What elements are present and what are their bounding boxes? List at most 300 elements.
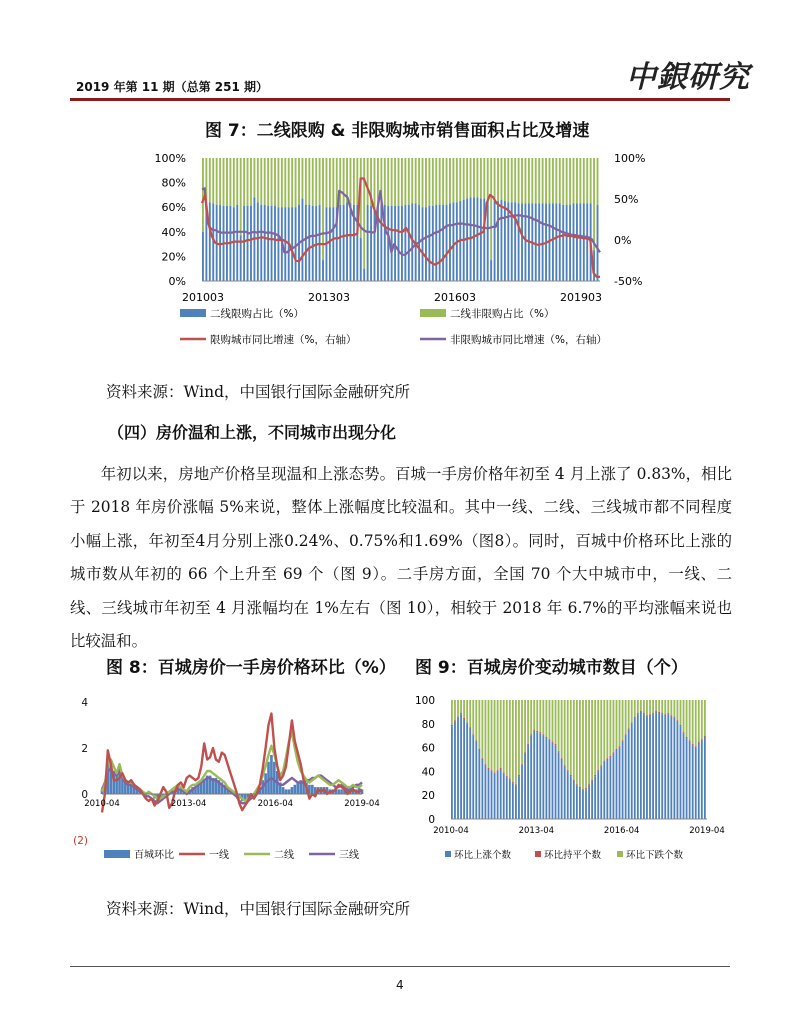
- fig7-nonrestricted-bar: [260, 158, 262, 205]
- fig7-restricted-bar: [277, 207, 279, 281]
- fig9-up-bar: [616, 750, 618, 819]
- fig9-up-bar: [518, 776, 520, 819]
- fig7-nonrestricted-bar: [514, 158, 516, 202]
- fig7-nonrestricted-bar: [216, 158, 218, 205]
- fig7-nonrestricted-bar: [511, 158, 513, 202]
- fig8-baicheng-bar: [127, 785, 130, 794]
- fig9-flat-bar: [631, 723, 633, 724]
- fig9-flat-bar: [664, 714, 666, 715]
- fig9-down-bar: [545, 700, 547, 737]
- fig9-up-bar: [549, 740, 551, 819]
- fig9-up-bar: [600, 767, 602, 819]
- fig9-flat-bar: [463, 718, 465, 719]
- fig9-up-bar: [606, 760, 608, 820]
- fig9-up-bar: [634, 718, 636, 819]
- fig7-nonrestricted-bar: [312, 158, 314, 206]
- fig8-legend-swatch: [104, 850, 130, 858]
- fig7-restricted-bar: [535, 204, 537, 281]
- fig9-flat-bar: [670, 715, 672, 716]
- fig9-up-bar: [500, 769, 502, 819]
- fig9-up-bar: [573, 781, 575, 819]
- fig9-flat-bar: [530, 735, 532, 736]
- fig9-down-bar: [695, 700, 697, 746]
- fig7-y2-tick: 0%: [614, 234, 632, 247]
- fig8-baicheng-bar: [267, 762, 270, 794]
- fig9-up-bar: [530, 736, 532, 819]
- fig9-down-bar: [457, 700, 459, 717]
- fig9-flat-bar: [603, 761, 605, 762]
- fig9-flat-bar: [552, 742, 554, 743]
- fig7-nonrestricted-bar: [257, 158, 259, 202]
- fig7-restricted-bar: [209, 202, 211, 281]
- fig7-nonrestricted-bar: [531, 158, 533, 204]
- fig7-restricted-bar: [380, 205, 382, 281]
- fig9-flat-bar: [509, 779, 511, 780]
- fig9-legend-label: 环比下跌个数: [626, 850, 684, 861]
- fig9-up-bar: [579, 788, 581, 819]
- fig7-nonrestricted-bar: [504, 158, 506, 201]
- fig9-legend-label: 环比持平个数: [544, 850, 602, 861]
- fig9-flat-bar: [472, 735, 474, 736]
- fig9-flat-bar: [518, 775, 520, 776]
- fig7-nonrestricted-bar: [281, 158, 283, 207]
- fig7-restricted-bar: [559, 204, 561, 281]
- fig9-y-tick: 0: [428, 814, 435, 826]
- fig7-nonrestricted-bar: [401, 158, 403, 206]
- fig9-flat-bar: [521, 764, 523, 765]
- fig7-nonrestricted-bar: [473, 158, 475, 197]
- fig9-flat-bar: [686, 737, 688, 738]
- fig7-source: 资料来源：Wind，中国银行国际金融研究所: [106, 383, 411, 401]
- fig9-down-bar: [698, 700, 700, 742]
- fig7-nonrestricted-bar: [555, 158, 557, 204]
- fig7-chart: [150, 145, 710, 360]
- fig9-up-bar: [454, 721, 456, 819]
- fig7-nonrestricted-bar: [456, 158, 458, 202]
- fig9-up-bar: [512, 783, 514, 819]
- fig7-nonrestricted-bar: [394, 158, 396, 206]
- section-heading: （四）房价温和上涨，不同城市出现分化: [108, 423, 397, 442]
- fig8-x-tick: 2016-04: [257, 799, 294, 809]
- fig9-x-tick: 2016-04: [603, 826, 640, 836]
- fig9-down-bar: [594, 700, 596, 775]
- fig7-y2-tick: 100%: [614, 152, 646, 165]
- fig7-nonrestricted-bar: [449, 158, 451, 204]
- fig9-title: 图 9：百城房价变动城市数目（个）: [415, 658, 688, 678]
- fig9-up-bar: [683, 733, 685, 819]
- fig7-nonrestricted-bar: [432, 158, 434, 206]
- fig9-up-bar: [533, 731, 535, 819]
- fig9-down-bar: [643, 700, 645, 713]
- fig9-down-bar: [701, 700, 703, 739]
- fig7-nonrestricted-bar: [374, 158, 376, 207]
- fig9-y-tick: 40: [421, 766, 435, 779]
- fig9-down-bar: [500, 700, 502, 768]
- fig7-nonrestricted-bar: [501, 158, 503, 200]
- fig7-restricted-bar: [374, 207, 376, 281]
- footer-divider: [70, 966, 730, 967]
- fig7-nonrestricted-bar: [302, 158, 304, 199]
- fig7-restricted-bar: [284, 207, 286, 281]
- fig9-flat-bar: [616, 749, 618, 750]
- fig7-nonrestricted-bar: [350, 158, 352, 204]
- fig9-up-bar: [625, 736, 627, 819]
- fig9-down-bar: [637, 700, 639, 713]
- fig7-restricted-bar: [579, 204, 581, 281]
- body-paragraph: [70, 458, 732, 658]
- fig9-down-bar: [683, 700, 685, 732]
- fig7-nonrestricted-bar: [219, 158, 221, 205]
- fig7-restricted-bar: [408, 205, 410, 281]
- fig7-restricted-bar: [329, 207, 331, 281]
- fig7-nonrestricted-bar: [277, 158, 279, 207]
- fig7-nonrestricted-bar: [315, 158, 317, 206]
- fig7-restricted-bar: [501, 200, 503, 281]
- fig9-up-bar: [527, 745, 529, 819]
- fig8-x-tick: 2010-04: [84, 799, 120, 809]
- fig9-flat-bar: [649, 714, 651, 715]
- fig9-up-bar: [667, 714, 669, 819]
- fig9-up-bar: [677, 721, 679, 819]
- fig9-down-bar: [549, 700, 551, 739]
- fig9-down-bar: [488, 700, 490, 768]
- fig7-nonrestricted-bar: [267, 158, 269, 206]
- fig7-nonrestricted-bar: [525, 158, 527, 204]
- fig7-restricted-bar: [514, 202, 516, 281]
- fig9-up-bar: [567, 771, 569, 819]
- fig7-restricted-bar: [332, 207, 334, 281]
- fig9-up-bar: [521, 765, 523, 819]
- fig7-y-tick: 20%: [161, 250, 186, 264]
- fig7-legend-swatch: [420, 309, 446, 317]
- fig7-title: 图 7：二线限购 & 非限购城市销售面积占比及增速: [205, 121, 590, 141]
- fig9-down-bar: [533, 700, 535, 730]
- fig9-up-bar: [646, 717, 648, 819]
- fig9-y-tick: 60: [421, 742, 435, 755]
- fig7-restricted-bar: [538, 204, 540, 281]
- fig9-down-bar: [625, 700, 627, 735]
- fig7-x-tick: 201903: [560, 291, 602, 304]
- fig9-up-bar: [542, 736, 544, 819]
- fig9-down-bar: [503, 700, 505, 773]
- fig9-down-bar: [570, 700, 572, 775]
- fig9-x-tick: 2013-04: [518, 826, 555, 836]
- fig7-nonrestricted-bar: [590, 158, 592, 204]
- fig7-nonrestricted-bar: [422, 158, 424, 207]
- fig9-up-bar: [643, 714, 645, 819]
- fig8-baicheng-bar: [293, 785, 296, 794]
- fig9-down-bar: [527, 700, 529, 744]
- fig7-legend-label: 非限购城市同比增速（%，右轴）: [450, 334, 607, 346]
- fig7-nonrestricted-bar: [573, 158, 575, 204]
- fig7-nonrestricted-bar: [391, 158, 393, 206]
- fig9-flat-bar: [558, 751, 560, 752]
- fig7-restricted-bar: [439, 205, 441, 281]
- fig9-down-bar: [481, 700, 483, 758]
- fig9-up-bar: [664, 715, 666, 819]
- fig9-down-bar: [579, 700, 581, 787]
- fig9-down-bar: [606, 700, 608, 758]
- fig7-restricted-bar: [219, 205, 221, 281]
- fig9-up-bar: [585, 789, 587, 819]
- fig9-up-bar: [631, 724, 633, 819]
- fig9-up-bar: [472, 736, 474, 819]
- fig9-flat-bar: [652, 713, 654, 714]
- fig9-up-bar: [655, 712, 657, 819]
- fig9-flat-bar: [570, 775, 572, 776]
- fig8-y-tick: 2: [81, 743, 88, 755]
- fig9-down-bar: [670, 700, 672, 715]
- fig9-up-bar: [558, 752, 560, 819]
- fig7-nonrestricted-bar: [284, 158, 286, 207]
- fig8-baicheng-bar: [288, 789, 291, 794]
- fig7-restricted-bar: [487, 200, 489, 281]
- fig7-restricted-bar: [350, 204, 352, 281]
- fig9-down-bar: [609, 700, 611, 756]
- fig7-nonrestricted-bar: [597, 158, 599, 205]
- fig7-restricted-bar: [490, 260, 492, 281]
- fig9-down-bar: [478, 700, 480, 749]
- fig9-up-bar: [582, 790, 584, 819]
- fig7-nonrestricted-bar: [298, 158, 300, 205]
- fig9-up-bar: [460, 714, 462, 819]
- fig7-restricted-bar: [370, 206, 372, 281]
- fig9-chart: [405, 688, 725, 868]
- fig7-restricted-bar: [243, 206, 245, 281]
- fig9-flat-bar: [613, 752, 615, 753]
- fig7-nonrestricted-bar: [353, 158, 355, 205]
- fig9-down-bar: [451, 700, 453, 725]
- fig9-flat-bar: [667, 713, 669, 714]
- fig9-up-bar: [689, 742, 691, 819]
- fig7-restricted-bar: [435, 205, 437, 281]
- fig9-up-bar: [497, 771, 499, 819]
- fig9-up-bar: [576, 786, 578, 819]
- fig7-nonrestricted-bar: [435, 158, 437, 205]
- fig7-y2-tick: 50%: [614, 193, 639, 206]
- fig9-up-bar: [506, 777, 508, 819]
- fig7-nonrestricted-bar: [415, 158, 417, 204]
- fig9-down-bar: [692, 700, 694, 744]
- fig7-restricted-bar: [250, 206, 252, 281]
- fig9-flat-bar: [655, 711, 657, 712]
- fig9-flat-bar: [576, 784, 578, 785]
- fig9-up-bar: [463, 719, 465, 819]
- fig7-nonrestricted-bar: [487, 158, 489, 200]
- fig9-down-bar: [536, 700, 538, 731]
- fig9-up-bar: [698, 743, 700, 819]
- fig7-nonrestricted-bar: [329, 158, 331, 207]
- fig9-flat-bar: [625, 735, 627, 736]
- fig9-down-bar: [567, 700, 569, 770]
- fig7-nonrestricted-bar: [271, 158, 273, 206]
- fig9-flat-bar: [628, 729, 630, 730]
- fig9-down-bar: [542, 700, 544, 735]
- fig8-legend-label: 三线: [339, 850, 359, 861]
- fig7-nonrestricted-bar: [425, 158, 427, 207]
- fig9-flat-bar: [594, 775, 596, 776]
- fig9-up-bar: [613, 754, 615, 819]
- fig9-x-tick: 2019-04: [689, 826, 725, 836]
- fig9-flat-bar: [539, 732, 541, 733]
- fig9-up-bar: [469, 729, 471, 819]
- fig9-down-bar: [652, 700, 654, 713]
- fig9-flat-bar: [646, 715, 648, 716]
- fig9-legend-swatch: [445, 851, 451, 857]
- fig9-up-bar: [491, 771, 493, 819]
- fig7-restricted-bar: [398, 206, 400, 281]
- fig7-restricted-bar: [257, 202, 259, 281]
- fig9-flat-bar: [634, 717, 636, 718]
- fig7-nonrestricted-bar: [459, 158, 461, 201]
- fig7-restricted-bar: [562, 205, 564, 281]
- fig9-down-bar: [555, 700, 557, 744]
- fig9-flat-bar: [475, 740, 477, 741]
- fig7-y-tick: 0%: [168, 275, 186, 288]
- fig7-restricted-bar: [267, 206, 269, 281]
- fig7-restricted-bar: [202, 232, 204, 281]
- fig7-restricted-bar: [446, 205, 448, 281]
- fig9-down-bar: [512, 700, 514, 782]
- fig9-y-tick: 80: [421, 718, 435, 731]
- fig9-down-bar: [646, 700, 648, 715]
- fig9-flat-bar: [606, 758, 608, 759]
- fig9-flat-bar: [582, 789, 584, 790]
- fig7-restricted-bar: [597, 205, 599, 281]
- fig9-flat-bar: [661, 713, 663, 714]
- fig7-nonrestricted-bar: [549, 158, 551, 204]
- fig9-down-bar: [521, 700, 523, 764]
- fig9-up-bar: [640, 712, 642, 819]
- fig9-flat-bar: [524, 752, 526, 753]
- fig9-flat-bar: [567, 770, 569, 771]
- fig9-up-bar: [628, 730, 630, 819]
- fig7-restricted-bar: [291, 207, 293, 281]
- fig7-restricted-bar: [233, 207, 235, 281]
- fig9-down-bar: [631, 700, 633, 723]
- fig7-restricted-bar: [367, 205, 369, 281]
- fig9-down-bar: [664, 700, 666, 714]
- fig9-flat-bar: [536, 731, 538, 732]
- fig8-baicheng-bar: [270, 755, 273, 794]
- fig9-up-bar: [652, 714, 654, 819]
- fig9-up-bar: [561, 760, 563, 820]
- fig9-flat-bar: [512, 782, 514, 783]
- fig9-up-bar: [649, 715, 651, 819]
- fig9-down-bar: [582, 700, 584, 789]
- fig9-down-bar: [634, 700, 636, 717]
- fig7-legend-label: 限购城市同比增速（%，右轴）: [210, 334, 357, 346]
- fig7-restricted-bar: [504, 201, 506, 281]
- fig9-flat-bar: [689, 740, 691, 741]
- fig7-restricted-bar: [576, 204, 578, 281]
- fig7-nonrestricted-bar: [212, 158, 214, 204]
- fig7-nonrestricted-bar: [332, 158, 334, 207]
- fig7-restricted-bar: [573, 204, 575, 281]
- fig7-restricted-bar: [583, 204, 585, 281]
- fig9-up-bar: [670, 717, 672, 819]
- fig7-nonrestricted-bar: [236, 158, 238, 205]
- fig9-flat-bar: [494, 773, 496, 774]
- fig7-nonrestricted-bar: [538, 158, 540, 204]
- fig9-flat-bar: [692, 744, 694, 745]
- fig9-flat-bar: [622, 740, 624, 741]
- fig9-flat-bar: [491, 770, 493, 771]
- fig9-flat-bar: [704, 736, 706, 737]
- fig8-tier1-line: [102, 714, 362, 813]
- fig9-flat-bar: [454, 720, 456, 721]
- fig7-x-tick: 201303: [308, 291, 350, 304]
- fig9-down-bar: [649, 700, 651, 714]
- fig9-down-bar: [564, 700, 566, 765]
- fig9-flat-bar: [637, 713, 639, 714]
- fig9-flat-bar: [555, 744, 557, 745]
- fig9-down-bar: [686, 700, 688, 737]
- fig9-up-bar: [509, 780, 511, 819]
- fig8-legend-label: 百城环比: [134, 850, 174, 861]
- fig9-down-bar: [463, 700, 465, 718]
- fig7-nonrestricted-bar: [288, 158, 290, 207]
- fig9-flat-bar: [527, 744, 529, 745]
- fig9-down-bar: [491, 700, 493, 770]
- fig7-nonrestricted-bar: [202, 158, 204, 232]
- fig9-up-bar: [485, 765, 487, 819]
- fig7-nonrestricted-bar: [528, 158, 530, 204]
- fig9-up-bar: [686, 738, 688, 819]
- fig7-nonrestricted-bar: [552, 158, 554, 204]
- fig7-x-tick: 201003: [182, 291, 224, 304]
- fig9-down-bar: [591, 700, 593, 780]
- fig9-flat-bar: [533, 730, 535, 731]
- fig8-baicheng-bar: [311, 785, 314, 794]
- fig9-legend-swatch: [535, 851, 541, 857]
- fig7-nonrestricted-bar: [476, 158, 478, 197]
- fig7-nonrestricted-bar: [586, 158, 588, 204]
- fig7-restricted-bar: [339, 205, 341, 281]
- fig9-flat-bar: [643, 713, 645, 714]
- fig7-nonrestricted-bar: [326, 158, 328, 207]
- fig7-nonrestricted-bar: [497, 158, 499, 201]
- fig9-up-bar: [539, 733, 541, 819]
- fig7-nonrestricted-bar: [593, 158, 595, 250]
- fig7-restricted-bar: [566, 205, 568, 281]
- fig9-flat-bar: [549, 739, 551, 740]
- fig7-nonrestricted-bar: [463, 158, 465, 200]
- fig7-nonrestricted-bar: [363, 158, 365, 269]
- fig9-down-bar: [613, 700, 615, 752]
- fig9-down-bar: [475, 700, 477, 740]
- fig9-up-bar: [680, 726, 682, 819]
- fig9-up-bar: [466, 724, 468, 819]
- fig9-flat-bar: [585, 788, 587, 789]
- fig7-nonrestricted-bar: [480, 158, 482, 199]
- fig7-y-tick: 40%: [161, 225, 186, 239]
- fig9-flat-bar: [545, 737, 547, 738]
- fig7-nonrestricted-bar: [439, 158, 441, 205]
- fig9-flat-bar: [640, 711, 642, 712]
- fig9-down-bar: [494, 700, 496, 773]
- fig7-restricted-bar: [507, 202, 509, 281]
- fig7-restricted-bar: [401, 206, 403, 281]
- fig7-nonrestricted-bar: [566, 158, 568, 205]
- fig9-down-bar: [704, 700, 706, 736]
- fig9-flat-bar: [497, 770, 499, 771]
- page-number: 4: [396, 978, 404, 992]
- fig9-up-bar: [481, 760, 483, 820]
- fig9-up-bar: [661, 714, 663, 819]
- fig7-nonrestricted-bar: [226, 158, 228, 206]
- fig9-down-bar: [561, 700, 563, 758]
